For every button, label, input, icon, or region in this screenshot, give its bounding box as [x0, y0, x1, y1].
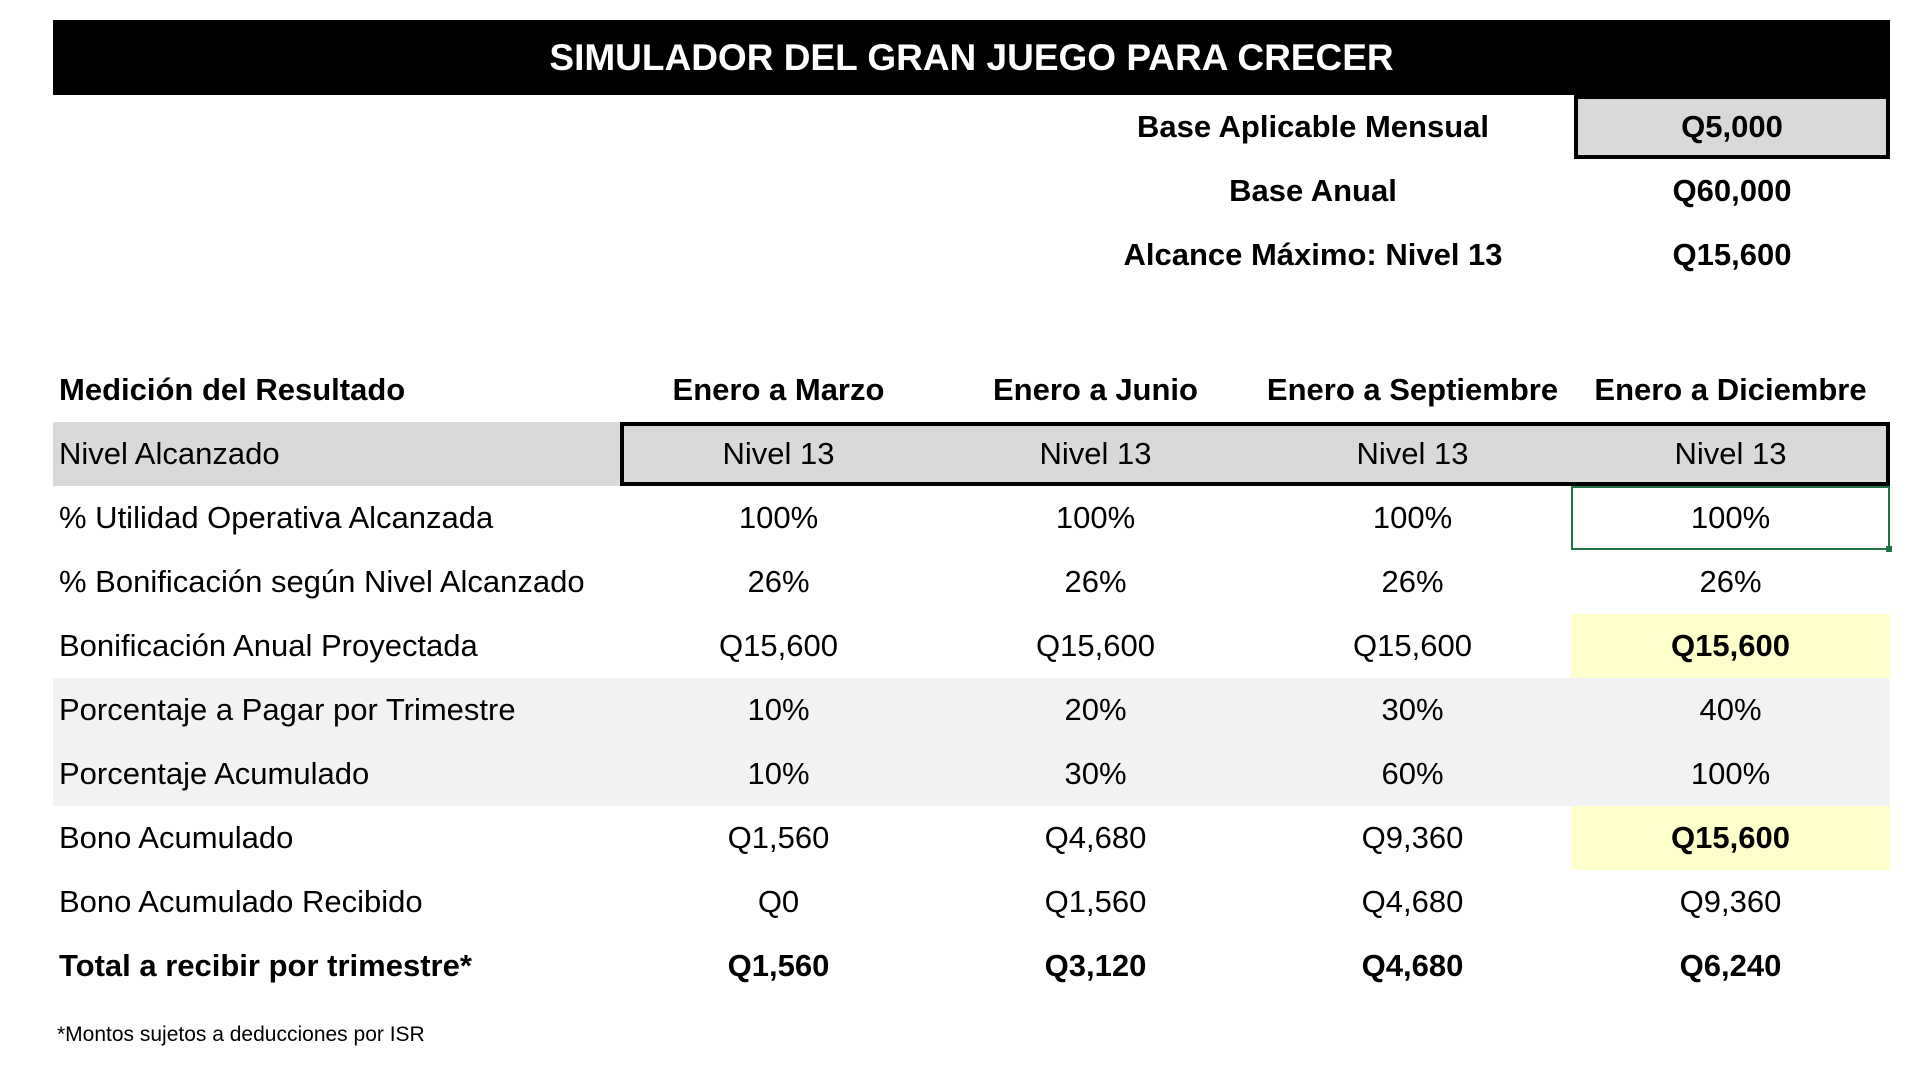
table-cell[interactable]: 26% [1699, 564, 1762, 599]
selected-cell[interactable]: 100% [1690, 500, 1771, 535]
table-cell[interactable]: Q4,680 [1044, 820, 1147, 855]
summary-row [53, 223, 1890, 287]
table-cell[interactable]: Q1,560 [727, 820, 830, 855]
header-cell: Enero a Diciembre [1594, 372, 1867, 407]
table-cell[interactable]: Q1,560 [1044, 884, 1147, 919]
summary-row [53, 159, 1890, 223]
summary-value[interactable]: Q60,000 [1672, 173, 1792, 208]
total-row [53, 934, 1890, 998]
header-cell: Enero a Marzo [672, 372, 885, 407]
base-mensual-input[interactable]: Q5,000 [1574, 95, 1890, 159]
table-cell[interactable]: 10% [747, 692, 810, 727]
row-label: % Utilidad Operativa Alcanzada [59, 500, 494, 535]
highlighted-cell[interactable]: Q15,600 [1571, 806, 1890, 870]
table-cell[interactable]: 26% [1064, 564, 1127, 599]
results-table [53, 358, 1890, 998]
table-row [53, 550, 1890, 614]
table-cell[interactable]: Q15,600 [1036, 628, 1155, 663]
table-row [53, 486, 1890, 550]
table-cell[interactable]: 26% [747, 564, 810, 599]
table-cell[interactable]: 30% [1064, 756, 1127, 791]
total-cell[interactable]: Q3,120 [1044, 948, 1147, 983]
table-row [53, 870, 1890, 934]
header-cell: Enero a Septiembre [1266, 372, 1559, 407]
table-cell[interactable]: 30% [1381, 692, 1444, 727]
total-cell[interactable]: Q1,560 [727, 948, 830, 983]
table-cell[interactable]: Q15,600 [719, 628, 838, 663]
table-cell[interactable]: Q9,360 [1679, 884, 1782, 919]
nivel-input-cell[interactable]: Nivel 13 [1039, 436, 1152, 471]
sheet-title: SIMULADOR DEL GRAN JUEGO PARA CRECER [53, 20, 1890, 95]
table-cell[interactable]: Q9,360 [1361, 820, 1464, 855]
total-cell[interactable]: Q6,240 [1679, 948, 1782, 983]
table-row [53, 614, 1890, 678]
table-cell[interactable]: 100% [1372, 500, 1453, 535]
table-cell[interactable]: Q0 [757, 884, 800, 919]
summary-label: Base Anual [1229, 173, 1397, 208]
row-label: Bono Acumulado Recibido [59, 884, 423, 919]
row-label: Porcentaje Acumulado [59, 756, 370, 791]
table-cell[interactable]: 100% [738, 500, 819, 535]
table-cell[interactable]: 60% [1381, 756, 1444, 791]
table-header-row [53, 358, 1890, 422]
row-label: Bonificación Anual Proyectada [59, 628, 478, 663]
footnote: *Montos sujetos a deducciones por ISR [57, 1023, 425, 1046]
row-label: Total a recibir por trimestre* [59, 948, 472, 983]
summary-value[interactable]: Q15,600 [1672, 237, 1792, 272]
highlighted-cell[interactable]: Q15,600 [1571, 614, 1890, 678]
table-row [53, 806, 1890, 870]
table-row [53, 742, 1890, 806]
table-cell[interactable]: 10% [747, 756, 810, 791]
table-cell[interactable]: Q4,680 [1361, 884, 1464, 919]
summary-row [53, 95, 1890, 159]
total-cell[interactable]: Q4,680 [1361, 948, 1464, 983]
table-cell[interactable]: Q15,600 [1353, 628, 1472, 663]
table-cell[interactable]: 20% [1064, 692, 1127, 727]
row-label: Porcentaje a Pagar por Trimestre [59, 692, 516, 727]
row-label: % Bonificación según Nivel Alcanzado [59, 564, 585, 599]
table-row [53, 678, 1890, 742]
nivel-input-cell[interactable]: Nivel 13 [722, 436, 835, 471]
table-row [53, 422, 1890, 486]
row-label: Bono Acumulado [59, 820, 294, 855]
row-label: Nivel Alcanzado [59, 436, 280, 471]
nivel-input-cell[interactable]: Nivel 13 [1674, 436, 1787, 471]
table-cell[interactable]: 100% [1690, 756, 1771, 791]
spreadsheet [53, 20, 1890, 1046]
summary-label: Alcance Máximo: Nivel 13 [1123, 237, 1503, 272]
nivel-input-cell[interactable]: Nivel 13 [1356, 436, 1469, 471]
table-cell[interactable]: 100% [1055, 500, 1136, 535]
table-cell[interactable]: 26% [1381, 564, 1444, 599]
header-cell: Enero a Junio [993, 372, 1198, 407]
table-cell[interactable]: 40% [1699, 692, 1762, 727]
header-cell: Medición del Resultado [59, 372, 406, 407]
summary-label: Base Aplicable Mensual [1136, 109, 1490, 144]
